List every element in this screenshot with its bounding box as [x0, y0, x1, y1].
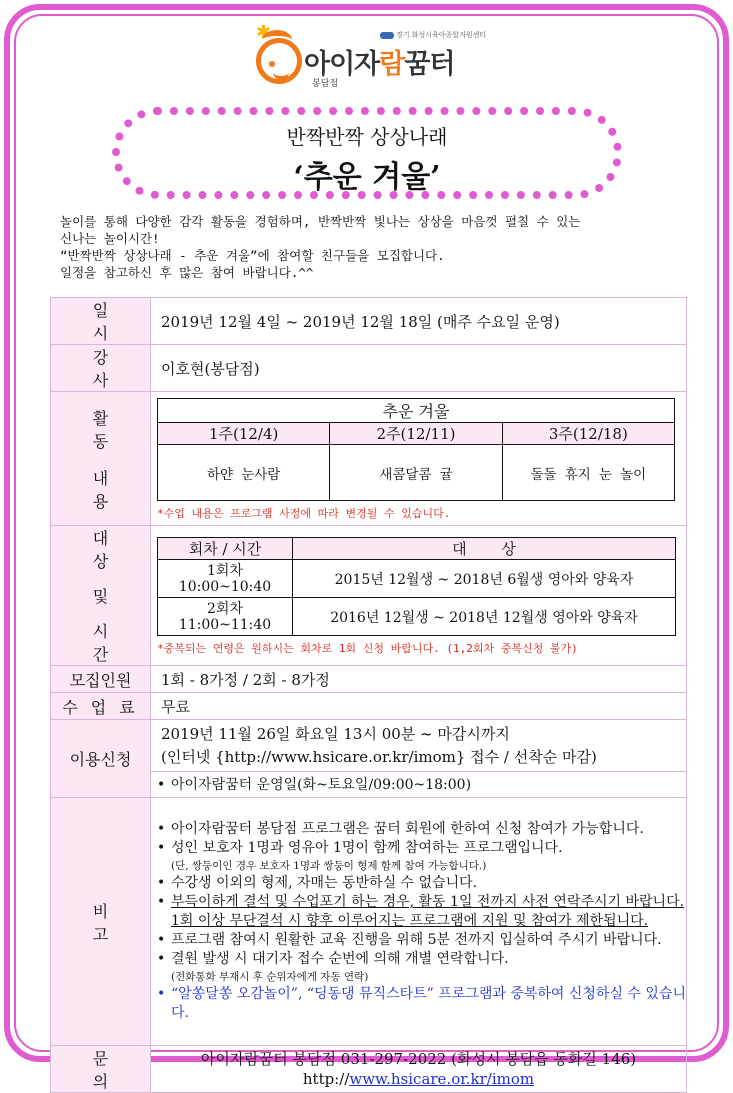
apply-cell [151, 720, 687, 798]
smiley-face-icon [256, 38, 302, 84]
note-item [157, 893, 686, 931]
activity-cell [151, 392, 687, 526]
session-2-name: 2회차 [207, 600, 243, 617]
instructor-label: 강 사 [51, 345, 151, 392]
contact-info: 아이자람꿈터 봉담점 031-297-2022 (화성시 봉담읍 동화길 146) [200, 1050, 637, 1068]
session-header: 회차 / 시간 [158, 538, 293, 560]
activity-note: *수업 내용은 프로그램 사정에 따라 변경될 수 있습니다. [157, 507, 451, 520]
week-1-header: 1주(12/4) [158, 423, 330, 445]
notes-row [51, 798, 687, 1046]
apply-hours: • 아이자람꿈터 운영일(화~토요일/09:00~18:00) [157, 776, 686, 795]
activity-label-line2: 내 용 [92, 468, 131, 511]
contact-cell [151, 1046, 687, 1093]
star-icon: ✱ [256, 22, 272, 43]
session-2-time: 11:00~11:40 [178, 616, 272, 633]
note-item: • 아이자람꿈터 봉담점 프로그램은 꿈터 회원에 한하여 신청 참여가 가능합니다. [157, 820, 686, 839]
activity-row [51, 392, 687, 526]
activity-table [157, 398, 675, 501]
notes-list [151, 820, 686, 1023]
contact-url-prefix: http:// [302, 1070, 350, 1088]
target-label-line1: 대 상 [92, 529, 131, 571]
fee-value: 무료 [151, 693, 687, 720]
contact-link[interactable]: www.hsicare.or.kr/imom [349, 1070, 535, 1088]
session-1-time: 10:00~10:40 [178, 578, 272, 595]
session-1-name: 1회차 [207, 562, 243, 579]
center-logo-icon [380, 32, 394, 39]
apply-label: 이용신청 [51, 720, 151, 798]
brand-name-part2: 람 [379, 49, 405, 80]
instructor-value: 이호현(봉담점) [151, 345, 687, 392]
target-label [51, 526, 151, 666]
apply-period: 2019년 11월 26일 화요일 13시 00분 ~ 마감시까지 [161, 724, 510, 743]
notes-label: 비 고 [51, 798, 151, 1046]
target-label-line3: 시 간 [92, 622, 131, 664]
brand-name-part1: 아이자 [304, 49, 380, 80]
note-item: • 수강생 이외의 형제, 자매는 동반하실 수 없습니다. [157, 874, 686, 893]
target-cell [151, 526, 687, 666]
target-label-line2: 및 [92, 587, 109, 606]
activity-label [51, 392, 151, 526]
note-item: • 결원 발생 시 대기자 접수 순번에 의해 개별 연락합니다. [157, 950, 686, 969]
contact-label: 문 의 [51, 1046, 151, 1093]
fee-label: 수 업 료 [51, 693, 151, 720]
note-item-underlined: 부득이하게 결석 및 수업포기 하는 경우, 활동 1일 전까지 사전 연락주시기 바랍니다. 1회 이상 무단결석 시 향후 이루어지는 프로그램에 지원 및 참여가 제한됩니다. [171, 894, 685, 929]
week-1-activity: 하얀 눈사람 [158, 445, 330, 501]
brand-branch: 봉담점 [312, 79, 339, 89]
week-2-header: 2주(12/11) [330, 423, 502, 445]
contact-row [51, 1046, 687, 1093]
session-2-cell [158, 598, 293, 636]
note-item-highlight: • “알쏭달쏭 오감놀이”, “딩동댕 뮤직스타트” 프로그램과 중복하여 신청하실 수 있습니다. [157, 985, 686, 1023]
brand-logo [256, 22, 506, 92]
instructor-row [51, 345, 687, 392]
date-row [51, 298, 687, 345]
session-1-cell [158, 560, 293, 598]
activity-label-line1: 활 동 [92, 408, 131, 451]
recruit-label: 모집인원 [51, 666, 151, 693]
note-subitem: (전화통화 부재시 후 순위자에게 자동 연락) [171, 971, 369, 983]
intro-text: 놀이를 통해 다양한 감각 활동을 경험하며, 반짝반짝 빛나는 상상을 마음껏 펼칠 수 있는 신나는 놀이시간! “반짝반짝 상상나래 - 추운 겨울”에 참여할 친구들을 모집합니다. 일정을 참고하신 후 많은 참여 바랍니다.^^ [60, 214, 581, 280]
center-name: 경기 화성시육아종합지원센터 [396, 31, 487, 39]
notes-cell [151, 798, 687, 1046]
apply-method: (인터넷 {http://www.hsicare.or.kr/imom} 접수 / 선착순 마감) [151, 744, 686, 772]
apply-hours-list [151, 776, 686, 795]
target-header: 대 상 [293, 538, 676, 560]
title-box [112, 107, 622, 199]
target-note: *중복되는 연령은 원하시는 회차로 1회 신청 바랍니다. (1,2회차 중복신청 불가) [157, 642, 578, 655]
note-item: • 프로그램 참여시 원활한 교육 진행을 위해 5분 전까지 입실하여 주시기 바랍니다. [157, 931, 686, 950]
session-2-target: 2016년 12월생 ~ 2018년 12월생 영아와 양육자 [293, 598, 676, 636]
fee-row [51, 693, 687, 720]
week-2-activity: 새콤달콤 귤 [330, 445, 502, 501]
program-title: ‘추운 겨울’ [293, 160, 441, 195]
brand-name-part3: 꿈터 [404, 49, 455, 80]
week-3-header: 3주(12/18) [502, 423, 674, 445]
week-3-activity: 돌돌 휴지 눈 놀이 [502, 445, 674, 501]
contact-url [151, 1069, 686, 1089]
note-subitem: (단, 쌍둥이인 경우 보호자 1명과 쌍둥이 형제 함께 참여 가능합니다.) [171, 860, 487, 872]
recruit-value: 1회 - 8가정 / 2회 - 8가정 [151, 666, 687, 693]
date-value: 2019년 12월 4일 ~ 2019년 12월 18일 (매주 수요일 운영) [151, 298, 687, 345]
info-table [50, 297, 687, 1093]
apply-row [51, 720, 687, 798]
note-item: • 성인 보호자 1명과 영유아 1명이 함께 참여하는 프로그램입니다. [157, 839, 686, 858]
date-label: 일 시 [51, 298, 151, 345]
recruit-row [51, 666, 687, 693]
center-label [380, 30, 486, 40]
session-1-target: 2015년 12월생 ~ 2018년 6월생 영아와 양육자 [293, 560, 676, 598]
program-series-title: 반짝반짝 상상나래 [286, 125, 448, 149]
activity-table-title: 추운 겨울 [158, 399, 675, 423]
target-table [157, 537, 676, 636]
target-row [51, 526, 687, 666]
